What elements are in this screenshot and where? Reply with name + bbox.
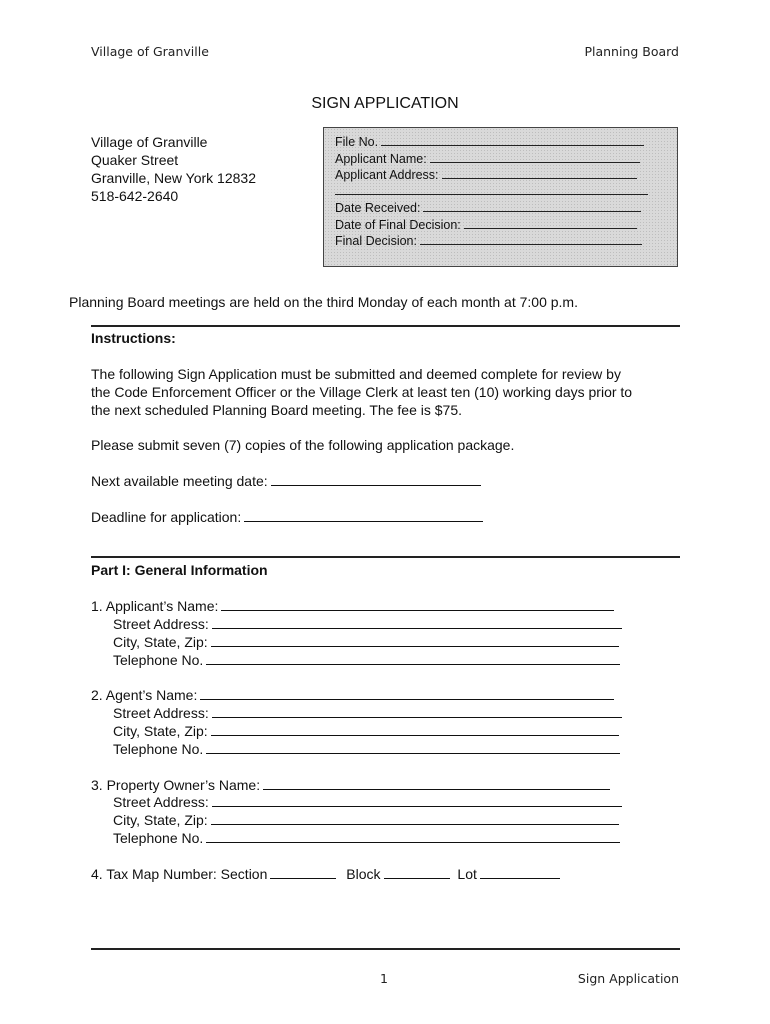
agent-phone-line[interactable] bbox=[206, 739, 620, 754]
applicant-city-line[interactable] bbox=[211, 632, 619, 647]
header-left: Village of Granville bbox=[91, 44, 209, 59]
applicant-phone-line[interactable] bbox=[206, 650, 620, 665]
footer-right: Sign Application bbox=[577, 971, 679, 986]
agent-name-field[interactable]: 2. Agent’s Name: bbox=[91, 685, 614, 704]
deadline-field[interactable]: Deadline for application: bbox=[91, 507, 483, 526]
office-applicant-name-field[interactable]: Applicant Name: bbox=[335, 150, 640, 167]
applicant-street-line[interactable] bbox=[212, 614, 622, 629]
owner-street-line[interactable] bbox=[212, 792, 622, 807]
owner-city-line[interactable] bbox=[211, 810, 619, 825]
applicant-name-field[interactable]: 1. Applicant’s Name: bbox=[91, 596, 614, 615]
tax-map-block-line[interactable] bbox=[384, 864, 450, 879]
instructions-paragraph: The following Sign Application must be submitted and deemed complete for review by the Code Enforcement Officer or the Village Clerk at least ten (10) working days prior to the next scheduled Planning Board meeting. The fee is $75. bbox=[91, 366, 633, 418]
agent-phone-field[interactable]: Telephone No. bbox=[113, 739, 620, 758]
header-right: Planning Board bbox=[584, 44, 679, 59]
final-decision-field[interactable]: Final Decision: bbox=[335, 232, 642, 249]
address-line-2: Quaker Street bbox=[91, 152, 179, 168]
page-title: SIGN APPLICATION bbox=[311, 95, 459, 112]
applicant-street-field[interactable]: Street Address: bbox=[113, 614, 622, 633]
divider bbox=[91, 325, 680, 327]
tax-map-section-line[interactable] bbox=[270, 864, 336, 879]
instructions-heading: Instructions: bbox=[91, 330, 176, 346]
file-no-line[interactable] bbox=[381, 133, 644, 146]
agent-street-field[interactable]: Street Address: bbox=[113, 703, 622, 722]
final-decision-line[interactable] bbox=[420, 232, 642, 245]
date-final-decision-field[interactable]: Date of Final Decision: bbox=[335, 216, 637, 233]
agent-name-line[interactable] bbox=[200, 685, 614, 700]
office-address-extra-line[interactable] bbox=[335, 182, 648, 199]
next-meeting-field[interactable]: Next available meeting date: bbox=[91, 471, 481, 490]
deadline-line[interactable] bbox=[244, 507, 483, 522]
footer-divider bbox=[91, 948, 680, 950]
address-line-1: Village of Granville bbox=[91, 134, 208, 150]
part1-heading: Part I: General Information bbox=[91, 562, 268, 578]
owner-phone-line[interactable] bbox=[206, 828, 620, 843]
owner-name-field[interactable]: 3. Property Owner’s Name: bbox=[91, 775, 610, 794]
address-line-3: Granville, New York 12832 bbox=[91, 170, 256, 186]
next-meeting-line[interactable] bbox=[271, 471, 481, 486]
page-number: 1 bbox=[380, 971, 388, 986]
applicant-phone-field[interactable]: Telephone No. bbox=[113, 650, 620, 669]
office-applicant-address-line[interactable] bbox=[442, 166, 637, 179]
tax-map-lot-line[interactable] bbox=[480, 864, 560, 879]
office-use-box bbox=[323, 127, 678, 267]
agent-street-line[interactable] bbox=[212, 703, 622, 718]
divider bbox=[91, 556, 680, 558]
owner-street-field[interactable]: Street Address: bbox=[113, 792, 622, 811]
address-line-4: 518-642-2640 bbox=[91, 188, 179, 204]
agent-city-field[interactable]: City, State, Zip: bbox=[113, 721, 619, 740]
office-applicant-name-line[interactable] bbox=[430, 150, 640, 163]
owner-name-line[interactable] bbox=[263, 775, 610, 790]
date-final-decision-line[interactable] bbox=[464, 216, 637, 229]
date-received-line[interactable] bbox=[423, 199, 641, 212]
applicant-name-line[interactable] bbox=[221, 596, 614, 611]
date-received-field[interactable]: Date Received: bbox=[335, 199, 641, 216]
agent-city-line[interactable] bbox=[211, 721, 619, 736]
meetings-note: Planning Board meetings are held on the third Monday of each month at 7:00 p.m. bbox=[69, 294, 578, 310]
office-applicant-address-field[interactable]: Applicant Address: bbox=[335, 166, 637, 183]
file-no-field[interactable]: File No. bbox=[335, 133, 644, 150]
owner-phone-field[interactable]: Telephone No. bbox=[113, 828, 620, 847]
owner-city-field[interactable]: City, State, Zip: bbox=[113, 810, 619, 829]
tax-map-field[interactable]: 4. Tax Map Number: Section Block Lot bbox=[91, 864, 560, 883]
copies-note: Please submit seven (7) copies of the following application package. bbox=[91, 437, 515, 453]
applicant-city-field[interactable]: City, State, Zip: bbox=[113, 632, 619, 651]
